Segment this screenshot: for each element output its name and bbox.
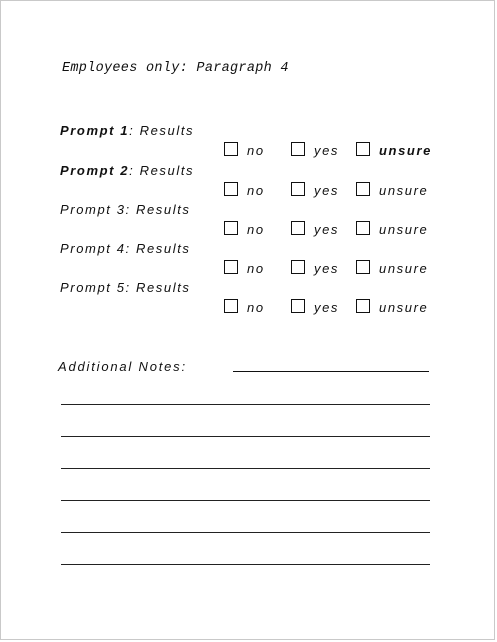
- option-no[interactable]: [224, 260, 265, 276]
- option-unsure[interactable]: [356, 260, 428, 276]
- option-unsure-label: unsure: [379, 222, 429, 237]
- option-no-label: no: [247, 261, 265, 276]
- option-unsure-label: unsure: [379, 143, 432, 158]
- prompt-results-text: : Results: [125, 241, 191, 256]
- prompt-label: [60, 163, 194, 178]
- notes-line[interactable]: [61, 532, 430, 533]
- option-no[interactable]: [224, 182, 265, 198]
- checkbox-unsure[interactable]: [356, 142, 370, 156]
- checkbox-unsure[interactable]: [356, 182, 370, 196]
- prompt-number: Prompt 2: [60, 163, 130, 178]
- option-unsure[interactable]: [356, 299, 428, 315]
- notes-line[interactable]: [61, 468, 430, 469]
- option-yes-label: yes: [314, 143, 340, 158]
- checkbox-yes[interactable]: [291, 182, 305, 196]
- option-yes[interactable]: [291, 221, 339, 237]
- checkbox-no[interactable]: [224, 299, 238, 313]
- option-yes[interactable]: [291, 299, 339, 315]
- checkbox-no[interactable]: [224, 260, 238, 274]
- prompt-row-4: [1, 241, 496, 281]
- prompt-results-text: : Results: [129, 163, 195, 178]
- prompt-label: [60, 123, 194, 138]
- additional-notes-label: Additional Notes:: [58, 359, 187, 374]
- prompt-results-text: : Results: [125, 280, 191, 295]
- notes-input-line[interactable]: [233, 371, 429, 372]
- option-no[interactable]: [224, 142, 265, 158]
- prompt-label: [60, 202, 191, 217]
- prompt-number: Prompt 4: [60, 241, 126, 256]
- option-unsure[interactable]: [356, 221, 428, 237]
- checkbox-yes[interactable]: [291, 260, 305, 274]
- checkbox-unsure[interactable]: [356, 260, 370, 274]
- option-no[interactable]: [224, 221, 265, 237]
- form-heading: Employees only: Paragraph 4: [62, 61, 289, 76]
- option-no-label: no: [247, 143, 265, 158]
- option-yes-label: yes: [314, 183, 340, 198]
- prompt-number: Prompt 3: [60, 202, 126, 217]
- prompt-results-text: : Results: [129, 123, 195, 138]
- notes-line[interactable]: [61, 500, 430, 501]
- option-yes[interactable]: [291, 260, 339, 276]
- checkbox-no[interactable]: [224, 221, 238, 235]
- checkbox-no[interactable]: [224, 142, 238, 156]
- option-no-label: no: [247, 300, 265, 315]
- notes-line[interactable]: [61, 404, 430, 405]
- option-yes-label: yes: [314, 222, 340, 237]
- option-yes-label: yes: [314, 261, 340, 276]
- prompt-label: [60, 241, 191, 256]
- prompt-row-3: [1, 202, 496, 242]
- option-no-label: no: [247, 183, 265, 198]
- option-no[interactable]: [224, 299, 265, 315]
- checkbox-yes[interactable]: [291, 221, 305, 235]
- notes-line[interactable]: [61, 436, 430, 437]
- prompt-number: Prompt 5: [60, 280, 126, 295]
- option-yes[interactable]: [291, 142, 339, 158]
- option-yes[interactable]: [291, 182, 339, 198]
- option-yes-label: yes: [314, 300, 340, 315]
- checkbox-unsure[interactable]: [356, 299, 370, 313]
- prompt-row-2: [1, 163, 496, 203]
- checkbox-yes[interactable]: [291, 142, 305, 156]
- prompt-number: Prompt 1: [60, 123, 130, 138]
- prompt-results-text: : Results: [125, 202, 191, 217]
- notes-line[interactable]: [61, 564, 430, 565]
- option-unsure[interactable]: [356, 182, 428, 198]
- checkbox-yes[interactable]: [291, 299, 305, 313]
- option-unsure[interactable]: [356, 142, 432, 158]
- option-no-label: no: [247, 222, 265, 237]
- prompt-row-5: [1, 280, 496, 320]
- prompt-row-1: [1, 123, 496, 163]
- option-unsure-label: unsure: [379, 300, 429, 315]
- checkbox-no[interactable]: [224, 182, 238, 196]
- checkbox-unsure[interactable]: [356, 221, 370, 235]
- option-unsure-label: unsure: [379, 183, 429, 198]
- option-unsure-label: unsure: [379, 261, 429, 276]
- prompt-label: [60, 280, 191, 295]
